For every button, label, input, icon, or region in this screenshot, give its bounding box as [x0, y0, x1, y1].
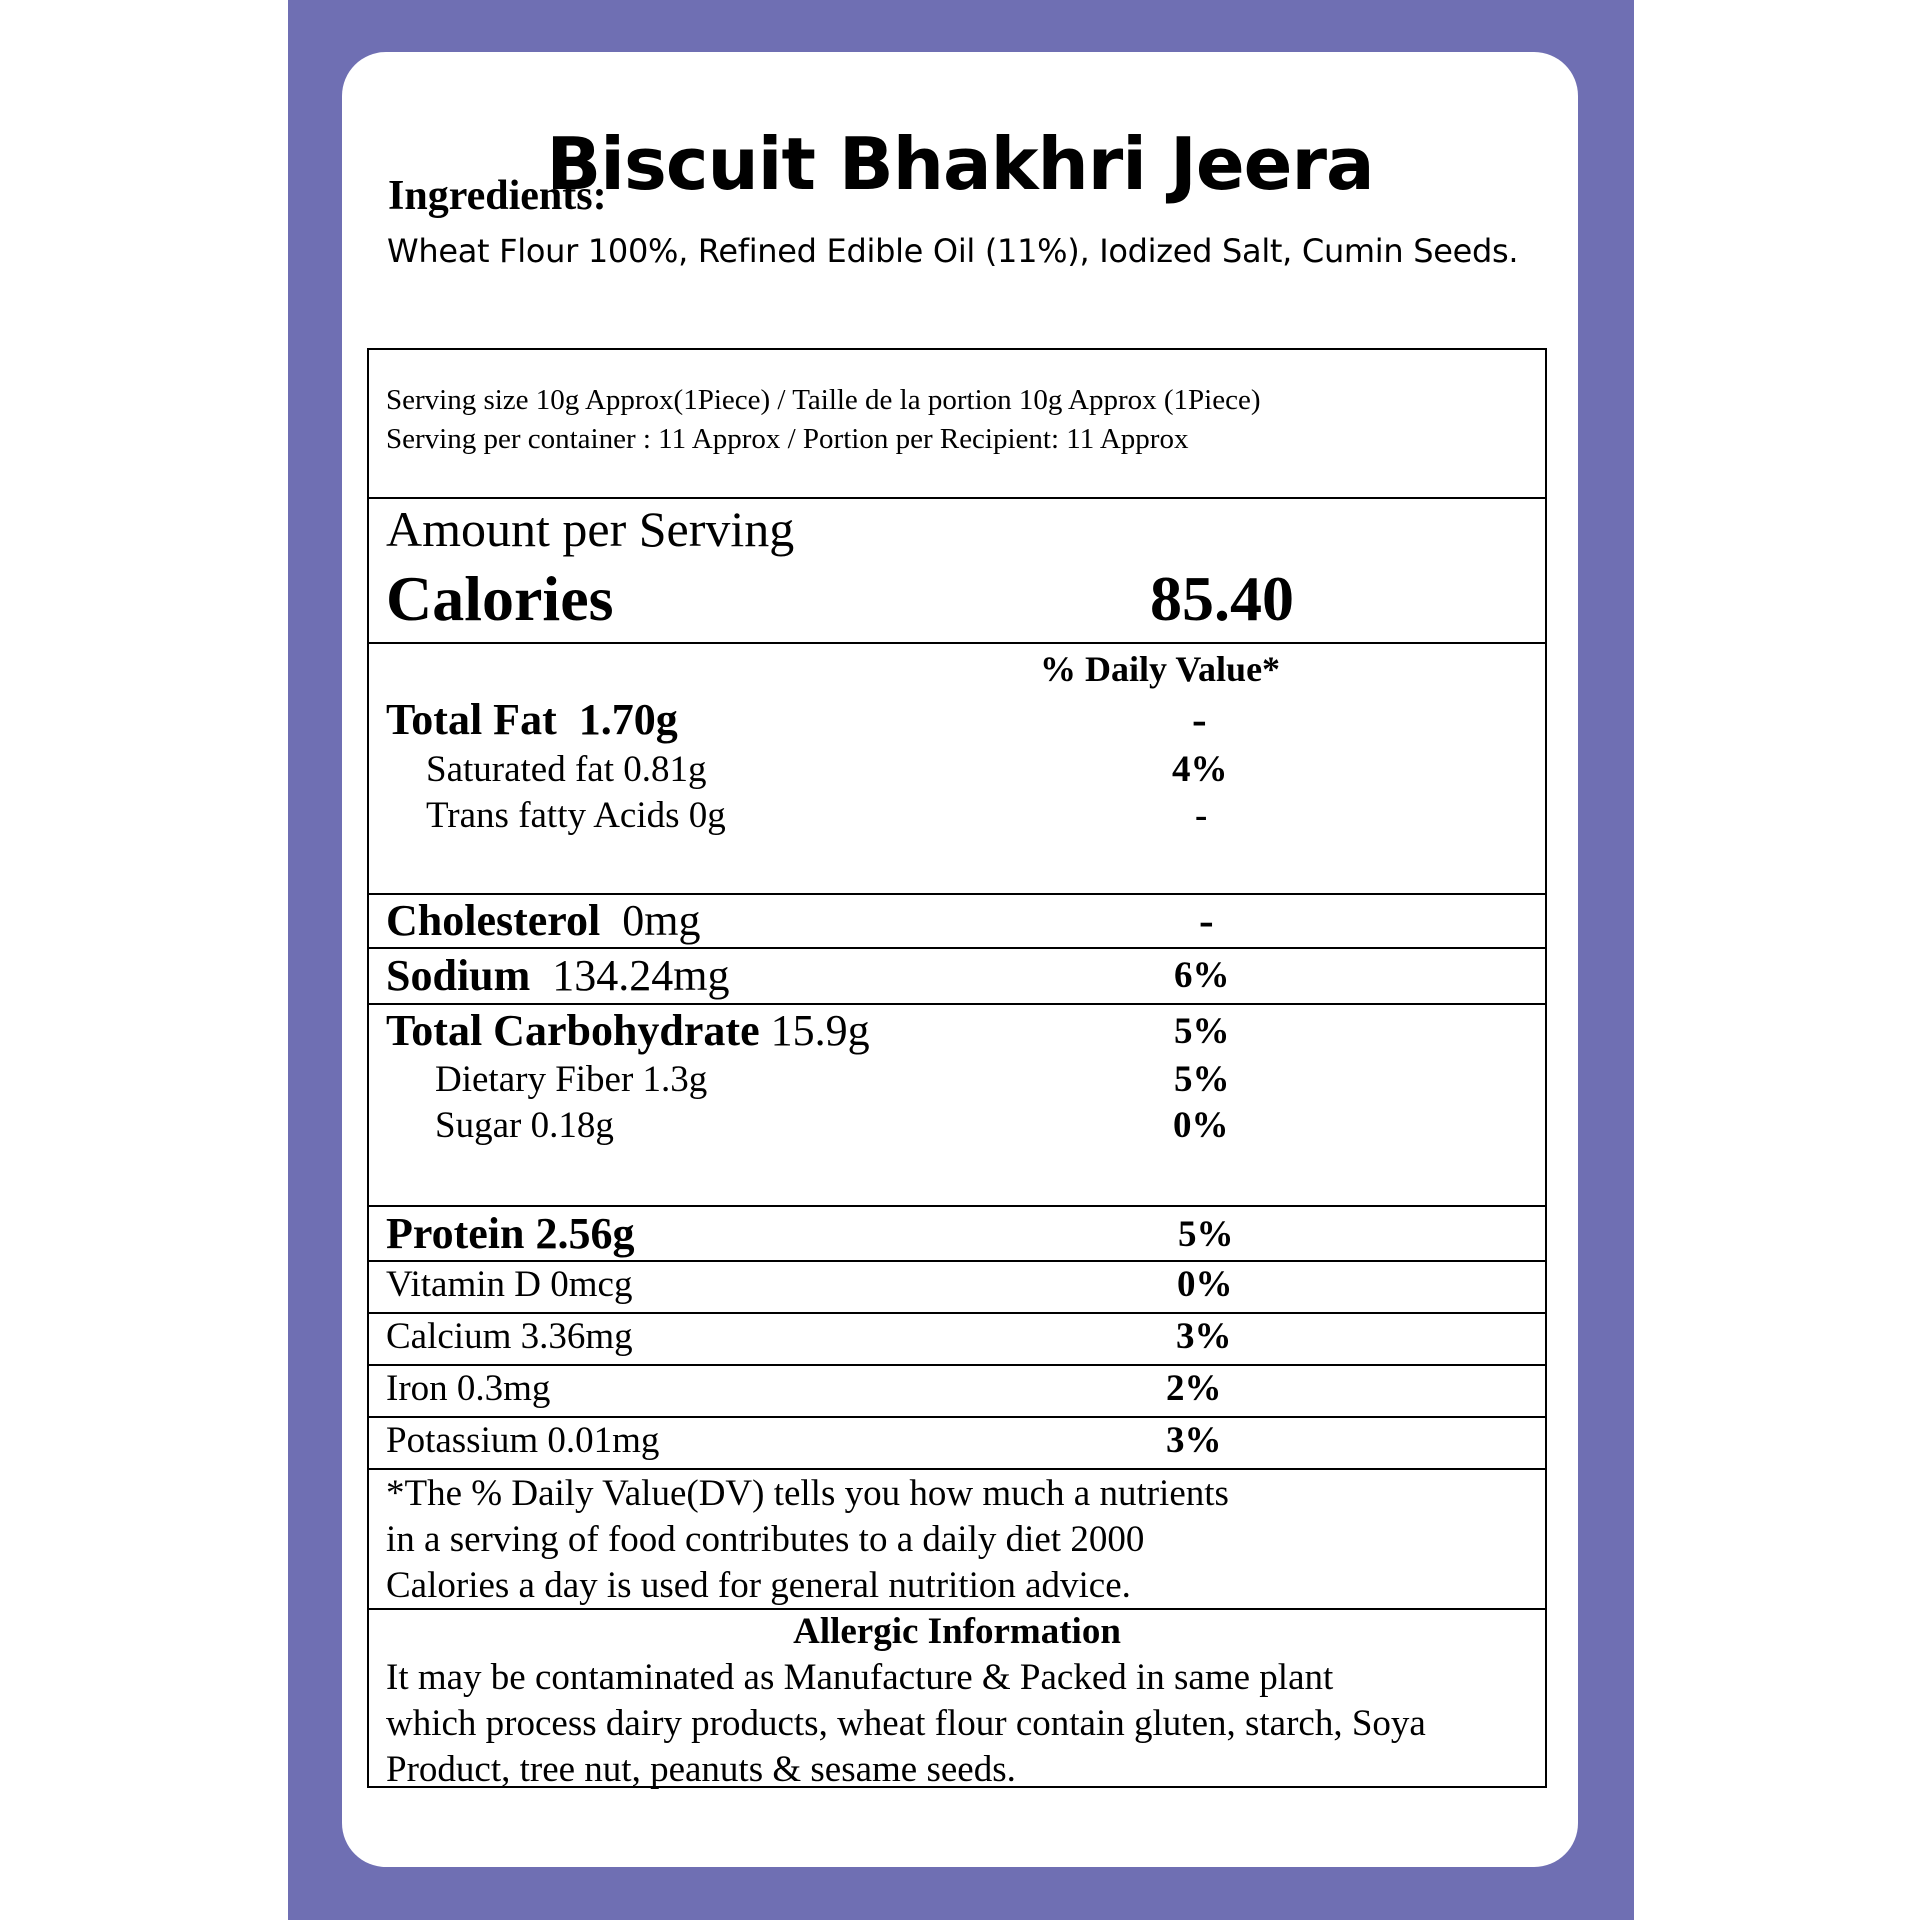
divider [369, 642, 1545, 644]
sodium-dv: 6% [1174, 955, 1230, 996]
allergic-line-1: It may be contaminated as Manufacture & Packed in same plant [386, 1657, 1334, 1698]
divider [369, 497, 1545, 499]
total-fat-row [386, 694, 678, 745]
footnote-line-1: *The % Daily Value(DV) tells you how much a nutrients [386, 1473, 1229, 1514]
ingredients-heading: Ingredients: [388, 173, 607, 219]
saturated-fat-dv: 4% [1172, 749, 1228, 790]
trans-fat-dv: - [1195, 795, 1208, 836]
calcium-dv: 3% [1176, 1316, 1232, 1357]
dietary-fiber-label: Dietary Fiber 1.3g [435, 1059, 708, 1100]
product-title: Biscuit Bhakhri Jeera [546, 122, 1374, 206]
cholesterol-row [386, 895, 701, 946]
trans-fat-label: Trans fatty Acids 0g [426, 795, 726, 836]
sodium-row [386, 950, 730, 1001]
divider [369, 947, 1545, 949]
cholesterol-amount: 0mg [622, 896, 701, 945]
sodium-amount: 134.24mg [552, 951, 730, 1000]
saturated-fat-label: Saturated fat 0.81g [426, 749, 707, 790]
vitamin-d-label: Vitamin D 0mcg [386, 1264, 633, 1305]
cholesterol-label: Cholesterol [386, 896, 601, 945]
servings-per-container: Serving per container : 11 Approx / Portion per Recipient: 11 Approx [386, 423, 1189, 455]
amount-per-serving: Amount per Serving [386, 501, 795, 557]
allergic-line-3: Product, tree nut, peanuts & sesame seeds. [386, 1749, 1016, 1790]
calories-value: 85.40 [1150, 563, 1294, 634]
allergic-heading: Allergic Information [793, 1611, 1121, 1652]
dietary-fiber-dv: 5% [1174, 1059, 1230, 1100]
divider [369, 1260, 1545, 1262]
divider [369, 1364, 1545, 1366]
calcium-label: Calcium 3.36mg [386, 1316, 633, 1357]
protein-label: Protein 2.56g [386, 1209, 635, 1258]
vitamin-d-dv: 0% [1177, 1264, 1233, 1305]
total-carbohydrate-amount: 15.9g [770, 1006, 870, 1055]
iron-dv: 2% [1166, 1368, 1222, 1409]
divider [369, 1312, 1545, 1314]
calories-label: Calories [386, 563, 614, 634]
protein-dv: 5% [1178, 1214, 1234, 1255]
total-carbohydrate-label: Total Carbohydrate [386, 1006, 760, 1055]
footnote-line-3: Calories a day is used for general nutrition advice. [386, 1565, 1131, 1606]
divider [369, 1416, 1545, 1418]
total-carbohydrate-dv: 5% [1174, 1011, 1230, 1052]
total-fat-amount: 1.70g [578, 695, 678, 744]
total-carbohydrate-row [386, 1005, 870, 1056]
cholesterol-dv: - [1199, 896, 1214, 945]
daily-value-header: % Daily Value* [1040, 649, 1281, 689]
iron-label: Iron 0.3mg [386, 1368, 551, 1409]
total-fat-dv: - [1192, 695, 1207, 744]
footnote-line-2: in a serving of food contributes to a daily diet 2000 [386, 1519, 1145, 1560]
potassium-dv: 3% [1166, 1420, 1222, 1461]
allergic-line-2: which process dairy products, wheat flour contain gluten, starch, Soya [386, 1703, 1426, 1744]
divider [369, 1468, 1545, 1470]
total-fat-label: Total Fat [386, 695, 557, 744]
nutrition-label-card [342, 52, 1578, 1867]
ingredients-text: Wheat Flour 100%, Refined Edible Oil (11%), Iodized Salt, Cumin Seeds. [387, 232, 1519, 270]
divider [369, 1205, 1545, 1207]
sugar-dv: 0% [1173, 1105, 1229, 1146]
nutrition-facts-table [367, 348, 1547, 1788]
sodium-label: Sodium [386, 951, 531, 1000]
potassium-label: Potassium 0.01mg [386, 1420, 660, 1461]
sugar-label: Sugar 0.18g [435, 1105, 614, 1146]
serving-size: Serving size 10g Approx(1Piece) / Taille de la portion 10g Approx (1Piece) [386, 384, 1261, 416]
